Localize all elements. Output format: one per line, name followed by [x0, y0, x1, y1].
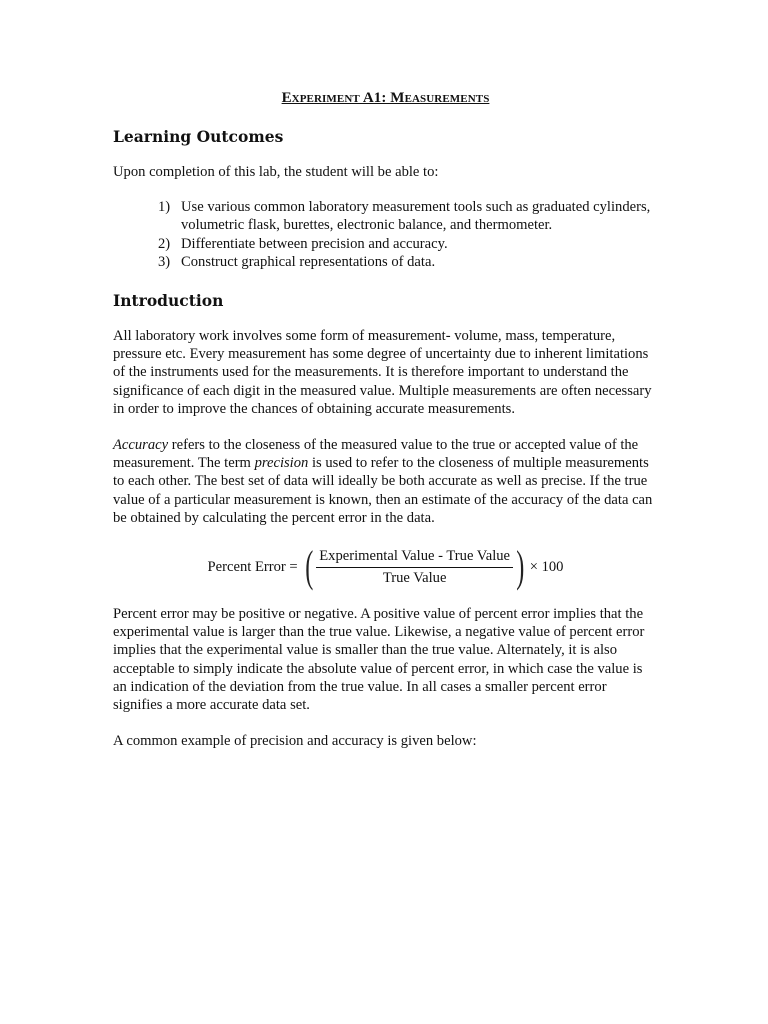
- list-item: [113, 198, 658, 234]
- page-title: Experiment A1: Measurements: [281, 90, 490, 106]
- formula-denominator: True Value: [382, 569, 447, 586]
- intro-paragraph-3: Percent error may be positive or negative. A positive value of percent error implies that the experimental value is larger than the true value. Likewise, a negative value of percent error implies that the experimental value is smaller than the true value. Alternately, it is also acceptable to simply indicate the absolute value of percent error, in which case the value is an indication of the deviation from the true value. In all cases a smaller percent error signifies a more accurate data set.: [113, 606, 645, 714]
- formula-open-paren: (: [304, 542, 313, 592]
- document-page: [113, 90, 658, 768]
- learning-outcomes-intro: Upon completion of this lab, the student will be able to:: [113, 164, 439, 180]
- term-precision: precision: [254, 455, 309, 472]
- learning-outcomes-heading: Learning Outcomes: [113, 127, 284, 146]
- paragraph-text: is used to refer to the closeness of multiple measurements to each other. The best set of data will ideally be both accurate as well as precise. If the true value of a particular measurement is known, then an estimate of the accuracy of the data can be obtained by calculating the percent error in the data.: [113, 455, 653, 526]
- list-item-text: Differentiate between precision and accuracy.: [181, 235, 448, 252]
- intro-paragraph-4: A common example of precision and accuracy is given below:: [113, 733, 477, 750]
- formula-close-paren: ): [516, 542, 525, 592]
- term-accuracy: Accuracy: [113, 437, 169, 454]
- list-item: [113, 235, 658, 253]
- percent-error-formula: [113, 542, 658, 592]
- list-item-number: 3): [158, 253, 171, 270]
- formula-lhs: Percent Error =: [207, 558, 298, 575]
- list-item-text: Use various common laboratory measurement tools such as graduated cylinders, volumetric flask, burettes, electronic balance, and thermometer.: [181, 199, 651, 234]
- paragraph-text: refers to the closeness of the measured value to the true or accepted value of the measurement. The term: [113, 437, 639, 472]
- formula-fraction: [316, 548, 513, 587]
- intro-paragraph-1: All laboratory work involves some form of measurement- volume, mass, temperature, pressure etc. Every measurement has some degree of uncertainty due to inherent limitations of the instruments used for the measurements. It is therefore important to understand the significance of each digit in the measured value. Multiple measurements are often necessary in order to improve the chances of obtaining accurate measurements.: [113, 328, 652, 417]
- introduction-heading: Introduction: [113, 291, 224, 311]
- formula-numerator: Experimental Value - True Value: [316, 548, 513, 568]
- intro-paragraph-2: [113, 436, 658, 527]
- list-item-text: Construct graphical representations of data.: [181, 253, 436, 270]
- list-item-number: 1): [158, 199, 171, 216]
- list-item-number: 2): [158, 235, 171, 252]
- learning-outcomes-list: [113, 198, 658, 271]
- formula-multiplier: × 100: [529, 558, 564, 575]
- list-item: [113, 253, 658, 271]
